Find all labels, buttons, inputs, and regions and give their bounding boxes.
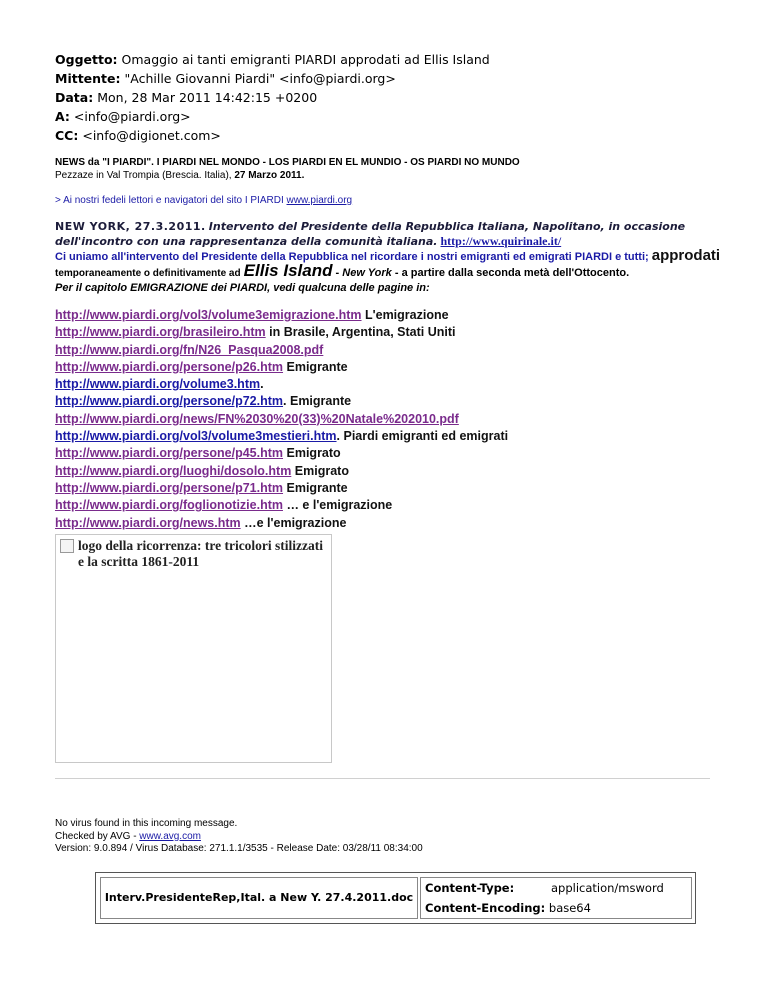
link-desc: L'emigrazione — [361, 308, 449, 322]
link-desc: Emigrante — [283, 480, 348, 495]
dash-text: - — [332, 267, 343, 279]
date-row — [55, 88, 490, 107]
link-url[interactable]: http://www.piardi.org/vol3/volume3mestieri.htm — [55, 429, 337, 444]
content-type-label: Content-Type: — [425, 881, 515, 895]
cc-label: CC: — [55, 128, 79, 143]
virus-notice — [55, 818, 423, 856]
from-value: "Achille Giovanni Piardi" <info@piardi.org> — [124, 71, 396, 86]
link-desc: … e l'emigrazione — [282, 498, 393, 513]
list-item — [55, 497, 508, 514]
site-link[interactable]: www.piardi.org — [286, 195, 353, 206]
link-desc: . Piardi emigranti ed emigrati — [336, 429, 509, 444]
date-value: Mon, 28 Mar 2011 14:42:15 +0200 — [97, 90, 318, 105]
list-item — [55, 307, 508, 324]
link-url[interactable]: http://www.piardi.org/persone/p26.htm — [55, 359, 284, 374]
capitolo-italic: Per il capitolo EMIGRAZIONE dei PIARDI, — [55, 282, 271, 294]
readers-text: Ai nostri fedeli lettori e navigatori del sito I PIARDI — [60, 195, 287, 206]
content-type-value: application/msword — [551, 881, 664, 895]
approdati-text: approdati — [651, 247, 721, 264]
subject-value: Omaggio ai tanti emigranti PIARDI approdati ad Ellis Island — [121, 52, 490, 67]
link-desc: in Brasile, Argentina, Stati Uniti — [265, 325, 456, 340]
list-item — [55, 376, 508, 393]
link-url[interactable]: http://www.piardi.org/persone/p71.htm — [55, 480, 284, 495]
list-item — [55, 324, 508, 341]
cc-row — [55, 126, 490, 145]
news-location: Pezzaze in Val Trompia (Brescia. Italia), — [55, 170, 235, 181]
link-desc: Emigrato — [291, 463, 349, 478]
link-url[interactable]: http://www.piardi.org/luoghi/dosolo.htm — [55, 463, 292, 478]
cc-value: <info@digionet.com> — [82, 128, 221, 143]
capitolo-rest: vedi qualcuna delle pagine in: — [270, 282, 430, 294]
quirinale-link[interactable]: http://www.quirinale.it/ — [440, 234, 562, 248]
list-item — [55, 342, 508, 359]
link-url[interactable]: http://www.piardi.org/foglionotizie.htm — [55, 498, 283, 513]
list-item — [55, 480, 508, 497]
broken-image-placeholder — [55, 534, 332, 763]
list-item — [55, 445, 508, 462]
list-item — [55, 359, 508, 376]
temp-text: temporaneamente o definitivamente ad — [55, 268, 241, 279]
date-label: Data: — [55, 90, 94, 105]
avg-link[interactable]: www.avg.com — [139, 830, 201, 842]
list-item — [55, 393, 508, 410]
attachment-meta — [420, 877, 692, 919]
newyork-text: New York — [342, 267, 392, 279]
news-block — [55, 156, 520, 182]
list-item — [55, 515, 508, 532]
link-list — [55, 307, 508, 532]
ellis-text: Ellis Island — [243, 261, 333, 280]
uniamo-text: Ci uniamo all'intervento del Presidente della Repubblica nel ricordare i nostri emigranti ed emigrati PIARDI e tutti; — [55, 251, 649, 263]
virus-line-3: Version: 9.0.894 / Virus Database: 271.1.1/3535 - Release Date: 03/28/11 08:34:00 — [55, 843, 423, 854]
link-desc: Emigrante — [283, 359, 348, 374]
partire-text: - a partire dalla seconda metà dell'Ottocento. — [391, 267, 630, 279]
attachment-filename[interactable]: Interv.PresidenteRep,Ital. a New Y. 27.4.2011.doc — [100, 877, 418, 919]
article-body — [55, 220, 725, 295]
link-url[interactable]: http://www.piardi.org/persone/p72.htm — [55, 394, 284, 409]
divider — [55, 778, 710, 779]
link-desc: . — [260, 377, 264, 392]
content-encoding-value: base64 — [548, 901, 591, 915]
to-row — [55, 107, 490, 126]
link-desc: . Emigrante — [283, 394, 352, 409]
link-url[interactable]: http://www.piardi.org/news.htm — [55, 515, 241, 530]
subject-label: Oggetto: — [55, 52, 118, 67]
link-url[interactable]: http://www.piardi.org/persone/p45.htm — [55, 446, 284, 461]
news-date: 27 Marzo 2011. — [234, 170, 305, 181]
broken-image-icon — [60, 539, 74, 553]
from-label: Mittente: — [55, 71, 121, 86]
email-header — [55, 50, 490, 145]
list-item — [55, 428, 508, 445]
link-desc: …e l'emigrazione — [240, 515, 347, 530]
subject-row — [55, 50, 490, 69]
dateline: NEW YORK, 27.3.2011. — [55, 220, 206, 233]
arrow-marker: > — [55, 195, 61, 206]
link-url[interactable]: http://www.piardi.org/brasileiro.htm — [55, 325, 266, 340]
news-title: NEWS da "I PIARDI". I PIARDI NEL MONDO - LOS PIARDI EN EL MUNDIO - OS PIARDI NO MUNDO — [55, 157, 520, 168]
image-alt-text: logo della ricorrenza: tre tricolori stilizzati e la scritta 1861-2011 — [78, 538, 324, 569]
from-row — [55, 69, 490, 88]
to-label: A: — [55, 109, 70, 124]
readers-line — [55, 195, 352, 206]
link-url[interactable]: http://www.piardi.org/news/FN%2030%20(33)%20Natale%202010.pdf — [55, 411, 459, 426]
attachment-table — [95, 872, 696, 924]
to-value: <info@piardi.org> — [73, 109, 191, 124]
list-item — [55, 411, 508, 428]
list-item — [55, 463, 508, 480]
link-url[interactable]: http://www.piardi.org/volume3.htm — [55, 377, 261, 392]
link-desc: Emigrato — [283, 446, 341, 461]
content-encoding-label: Content-Encoding: — [425, 901, 546, 915]
link-url[interactable]: http://www.piardi.org/vol3/volume3emigrazione.htm — [55, 308, 362, 322]
virus-line-2: Checked by AVG - — [55, 830, 140, 842]
link-url[interactable]: http://www.piardi.org/fn/N26_Pasqua2008.pdf — [55, 342, 324, 357]
virus-line-1: No virus found in this incoming message. — [55, 818, 238, 829]
headline: Intervento del Presidente della Repubblica Italiana, Napolitano, in occasione dell'incontro con una rappresentanza della comunità italiana. — [55, 220, 686, 248]
